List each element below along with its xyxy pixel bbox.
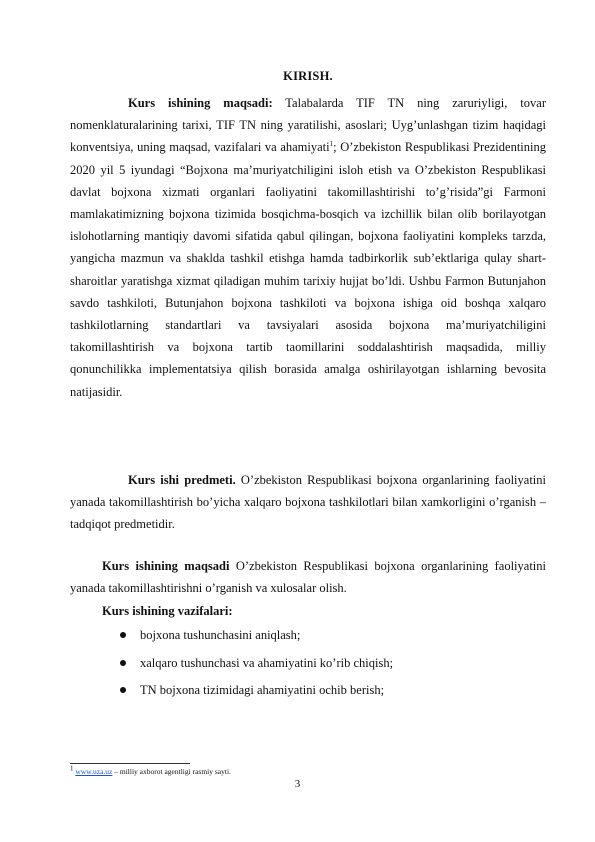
list-item-text: TN bojxona tizimidagi ahamiyatini ochib berish; — [140, 683, 385, 697]
tasks-heading: Kurs ishining vazifalari: — [102, 604, 233, 618]
paragraph-label: Kurs ishining maqsadi: — [128, 96, 273, 110]
footnote-link[interactable]: www.uza.uz — [75, 767, 113, 776]
paragraph-text-continued: ; O’zbekiston Respublikasi Prezidentining 2020 yil 5 iyundagi “Bojxona ma’muriyatchiligini isloh etish va O’zbekiston Respublikasi davlat bojxona xizmati organlari faoliyatini takomillashtirishi to’g’risida”gi Farmoni mamlakatimizning bojxona tizimida bosqichma-bosqich va izchillik bilan olib borilayotgan islohotlarning mantiqiy davomi sifatida qabul qilingan, bojxona faoliyatini kompleks tarzda, yangicha mazmun va shaklda tashkil etishga hamda tadbirkorlik sub’ektlariga qulay shart-sharoitlar yaratishga xizmat qiladigan muhim tarixiy hujjat bo’ldi. Ushbu Farmon Butunjahon savdo tashkiloti, Butunjahon bojxona tashkiloti va bojxona ishiga oid boshqa xalqaro tashkilotlarning standartlari va tavsiyalari asosida bojxona ma’muriyatchiligini takomillashtirish va bojxona tartib taomillarini soddalashtirish maqsadida, milliy qonunchilikka implementatsiya qilish borasida amalga oshirilayotgan ishlarning bevosita natijasidir. — [70, 140, 546, 399]
bullet-icon — [120, 687, 126, 693]
bullet-icon — [120, 632, 126, 638]
paragraph-course-subject — [70, 469, 546, 536]
tasks-list — [120, 622, 393, 705]
list-item — [120, 622, 393, 650]
paragraph-text: O’zbekiston Respublikasi bojxona organlarining faoliyatini yanada takomillashtirishni o’rganish va xulosalar olish. — [70, 559, 546, 596]
list-item-text: xalqaro tushunchasi va ahamiyatini ko’rib chiqish; — [140, 655, 394, 670]
footnote-reference[interactable]: 1 — [329, 140, 334, 149]
paragraph-text: Talabalarda TIF TN ning zaruriyligi, tovar nomenklaturalarining tarixi, TIF TN ning yaratilishi, asoslari; Uyg’unlashgan tizim haqidagi konventsiya, uning maqsad, vazifalari va ahamiyati — [70, 96, 546, 155]
paragraph-label: Kurs ishi predmeti. — [128, 473, 236, 487]
bullet-icon — [120, 660, 126, 666]
footnote-text: – milliy axborot agentligi rasmiy sayti. — [112, 767, 231, 776]
paragraph-text: O’zbekiston Respublikasi bojxona organlarining faoliyatini yanada takomillashtirish bo’yicha xalqaro bojxona tashkilotlari bilan xamkorligini o’rganish – tadqiqot predmetidir. — [70, 473, 546, 532]
footnote-divider — [70, 763, 190, 764]
list-item-text: bojxona tushunchasini aniqlash; — [140, 628, 301, 642]
page-title: KIRISH. — [283, 69, 333, 83]
page-number: 3 — [294, 778, 301, 790]
paragraph-course-goal — [70, 92, 546, 403]
list-item — [120, 677, 393, 705]
paragraph-course-aim — [70, 555, 546, 599]
paragraph-label: Kurs ishining maqsadi — [102, 559, 230, 573]
footnote-number: 1 — [70, 764, 74, 773]
list-item — [120, 650, 393, 678]
footnote — [70, 764, 231, 777]
